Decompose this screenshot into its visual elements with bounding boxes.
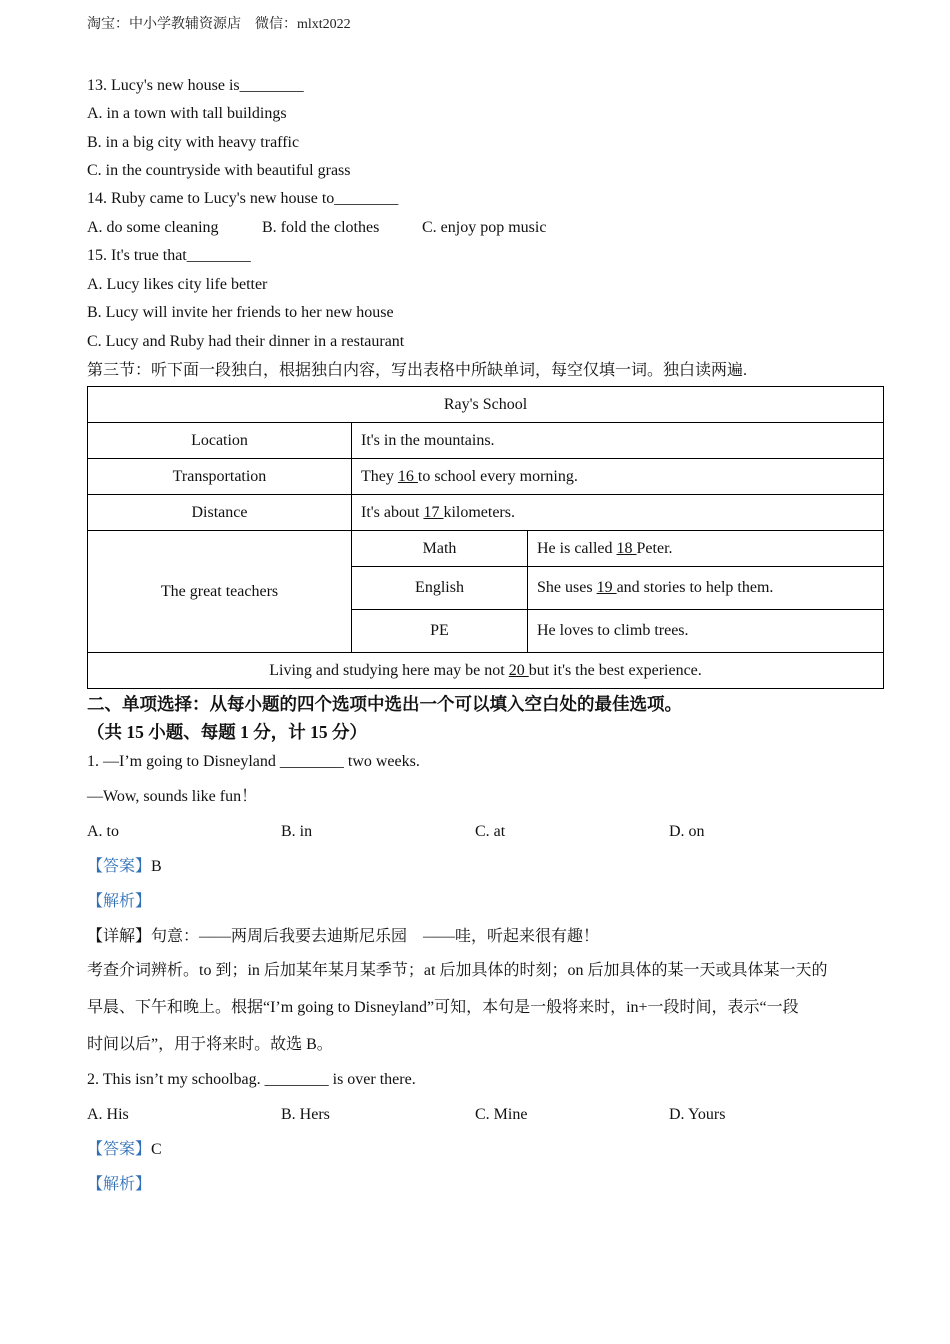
math-value: He is called 18 Peter. — [528, 531, 884, 567]
transportation-value: They 16 to school every morning. — [352, 459, 884, 495]
q15-option-a: A. Lucy likes city life better — [87, 276, 268, 293]
page-header: 淘宝：中小学教辅资源店 微信：mlxt2022 — [87, 17, 351, 32]
q14-option-b: B. fold the clothes — [262, 219, 380, 236]
q15-option-c: C. Lucy and Ruby had their dinner in a restaurant — [87, 333, 405, 350]
q1-stem: 1. —I’m going to Disneyland ________ two weeks. — [87, 753, 420, 770]
distance-value: It's about 17 kilometers. — [352, 495, 884, 531]
q1-detail: 【详解】句意：——两周后我要去迪斯尼乐园 ——哇，听起来很有趣！ — [87, 928, 600, 945]
q1-explanation-line2: 早晨、下午和晚上。根据“I’m going to Disneyland”可知，本句是一般将来时，in+一段时间，表示“一段 — [87, 999, 799, 1016]
transportation-label: Transportation — [88, 459, 352, 495]
q1-analysis-tag: 【解析】 — [87, 893, 152, 910]
q1-explanation-line1: 考查介词辨析。to 到；in 后加某年某月某季节；at 后加具体的时刻；on 后加具体的某一天或具体某一天的 — [87, 962, 828, 979]
answer-tag: 【答案】 — [87, 1141, 152, 1158]
q15-option-b: B. Lucy will invite her friends to her new house — [87, 304, 394, 321]
english-label: English — [352, 567, 528, 610]
blank-20: 20 — [508, 661, 529, 679]
blank-17: 17 — [423, 503, 444, 521]
pe-value: He loves to climb trees. — [528, 610, 884, 653]
distance-label: Distance — [88, 495, 352, 531]
q2-option-a: A. His — [87, 1106, 129, 1123]
q1-option-c: C. at — [475, 823, 506, 840]
table-title: Ray's School — [88, 387, 884, 423]
q15-stem: 15. It's true that________ — [87, 247, 251, 264]
q2-option-c: C. Mine — [475, 1106, 528, 1123]
q13-stem: 13. Lucy's new house is________ — [87, 77, 304, 94]
q2-answer: 【答案】C — [87, 1141, 162, 1158]
blank-18: 18 — [616, 539, 637, 557]
q1-answer: 【答案】B — [87, 858, 162, 875]
q2-analysis-tag: 【解析】 — [87, 1176, 152, 1193]
blank-19: 19 — [596, 579, 617, 596]
q14-option-a: A. do some cleaning — [87, 219, 219, 236]
part2-title: 二、单项选择：从每小题的四个选项中选出一个可以填入空白处的最佳选项。 — [87, 694, 682, 714]
q2-stem: 2. This isn’t my schoolbag. ________ is over there. — [87, 1071, 416, 1088]
q1-option-a: A. to — [87, 823, 119, 840]
q14-option-c: C. enjoy pop music — [422, 219, 547, 236]
pe-label: PE — [352, 610, 528, 653]
english-value: She uses 19 and stories to help them. — [528, 567, 884, 610]
q13-option-c: C. in the countryside with beautiful grass — [87, 162, 351, 179]
teachers-label: The great teachers — [88, 531, 352, 653]
table-footer: Living and studying here may be not 20 but it's the best experience. — [88, 653, 884, 689]
q1-explanation-line3: 时间以后”，用于将来时。故选 B。 — [87, 1036, 333, 1053]
math-label: Math — [352, 531, 528, 567]
q2-option-d: D. Yours — [669, 1106, 726, 1123]
blank-16: 16 — [397, 467, 418, 485]
answer-tag: 【答案】 — [87, 858, 152, 875]
q14-stem: 14. Ruby came to Lucy's new house to________ — [87, 190, 399, 207]
location-label: Location — [88, 423, 352, 459]
part2-subtitle: （共 15 小题、每题 1 分，计 15 分） — [87, 722, 367, 742]
rays-school-table — [87, 386, 884, 689]
location-value: It's in the mountains. — [352, 423, 884, 459]
q2-option-b: B. Hers — [281, 1106, 330, 1123]
q1-reply: —Wow, sounds like fun！ — [87, 788, 258, 805]
q13-option-a: A. in a town with tall buildings — [87, 105, 287, 122]
q1-option-d: D. on — [669, 823, 705, 840]
q1-option-b: B. in — [281, 823, 313, 840]
q13-option-b: B. in a big city with heavy traffic — [87, 134, 300, 151]
section3-instructions: 第三节：听下面一段独白，根据独白内容，写出表格中所缺单词，每空仅填一词。独白读两遍. — [87, 362, 748, 379]
